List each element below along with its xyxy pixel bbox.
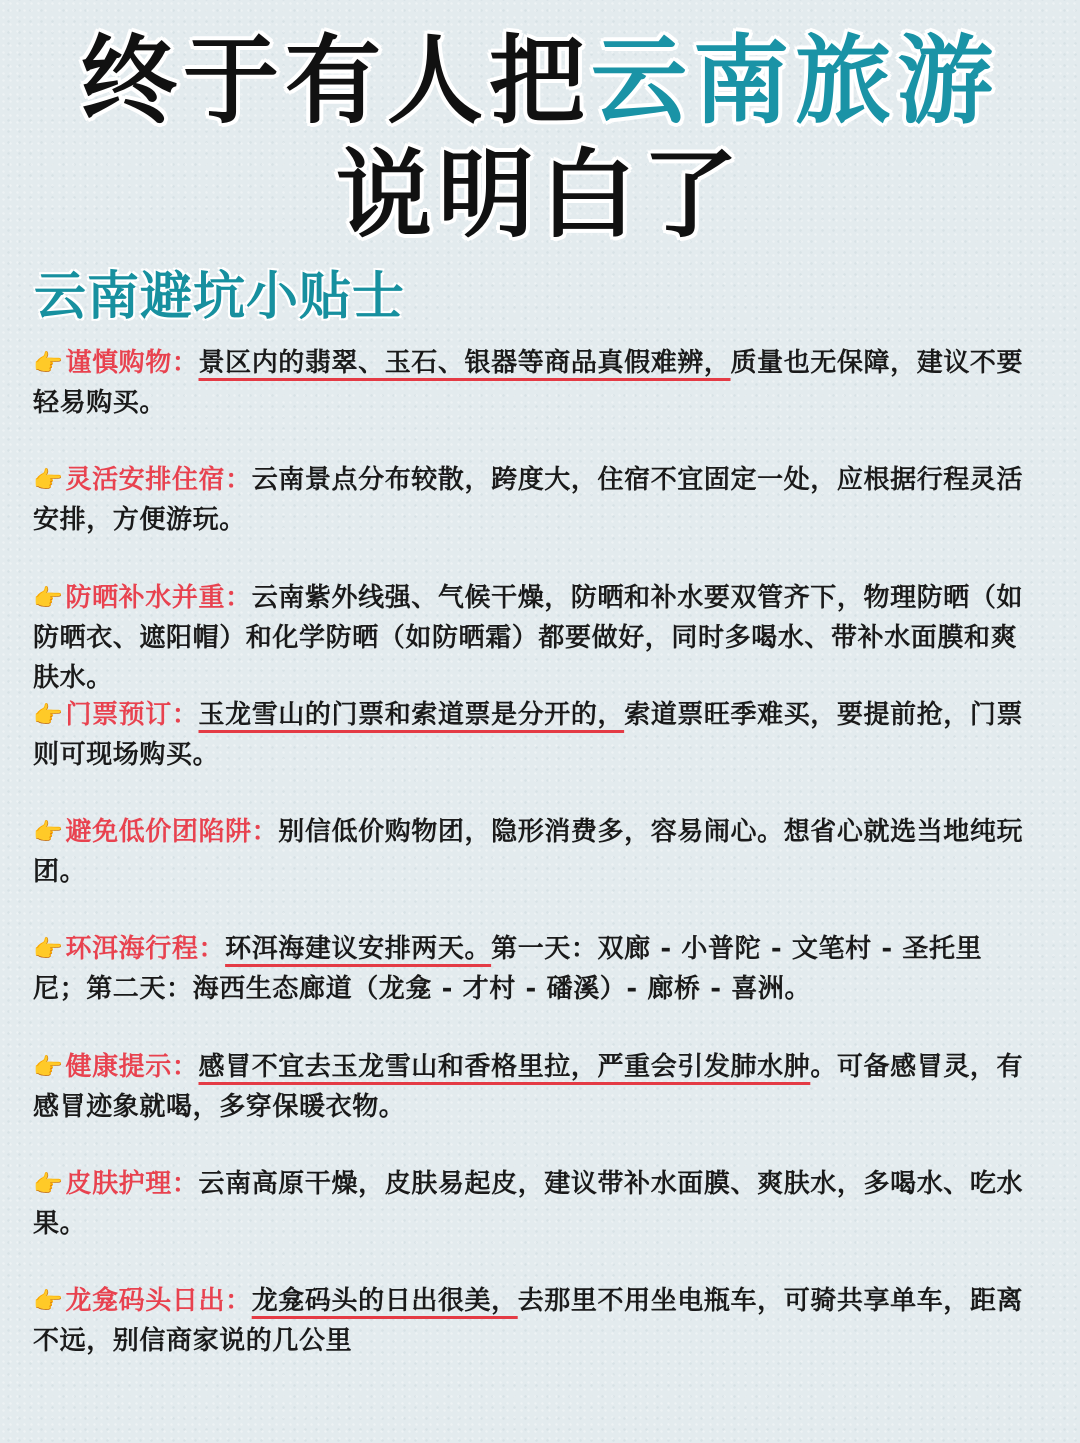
tip-label: 灵活安排住宿： <box>65 465 252 496</box>
tip-underlined-text: 玉龙雪山的门票和索道票是分开的， <box>198 699 625 730</box>
tip-item <box>33 1164 1028 1281</box>
pointing-hand-icon: 👉 <box>33 583 64 612</box>
tip-label: 门票预订： <box>65 699 199 730</box>
pointing-hand-icon: 👉 <box>33 935 64 964</box>
tip-text: 云南景点分布较散，跨度大，住宿不宜固定一处，应根据行程灵活安排，方便游玩。 <box>33 465 1024 536</box>
tip-item <box>33 929 1028 1046</box>
tip-text: 云南高原干燥，皮肤易起皮，建议带补水面膜、爽肤水，多喝水、吃水果。 <box>33 1169 1024 1240</box>
tip-label: 谨慎购物： <box>65 348 199 378</box>
tip-label: 环洱海行程： <box>65 934 226 965</box>
tip-text: 质量也无保障，建议不要轻易购买。 <box>33 348 1024 418</box>
tip-text: 别信低价购物团，隐形消费多，容易闹心。想省心就选当地纯玩团。 <box>33 817 1024 888</box>
pointing-hand-icon: 👉 <box>33 349 64 377</box>
tip-text: 。可备感冒灵，有感冒迹象就喝，多穿保暖衣物。 <box>33 1051 1024 1122</box>
tip-underlined-text: 龙龛码头的日出很美， <box>251 1286 518 1317</box>
page-title-line-1 <box>0 26 1080 136</box>
title-plain: 终于有人把 <box>81 25 591 137</box>
pointing-hand-icon: 👉 <box>33 818 64 847</box>
tip-label: 皮肤护理： <box>65 1169 199 1200</box>
pointing-hand-icon: 👉 <box>33 1170 64 1199</box>
tip-label: 龙龛码头日出： <box>65 1286 252 1317</box>
pointing-hand-icon: 👉 <box>33 1287 64 1316</box>
title-accent: 云南旅游 <box>591 25 999 137</box>
tip-label: 健康提示： <box>65 1051 199 1082</box>
tip-text: 去那里不用坐电瓶车，可骑共享单车，距离不远，别信商家说的几公里 <box>33 1286 1024 1357</box>
tip-item <box>33 578 1028 695</box>
tip-label: 避免低价团陷阱： <box>65 817 279 848</box>
tip-text: 第一天：双廊 - 小普陀 - 文笔村 - 圣托里尼；第二天：海西生态廊道（龙龛 - 才村 - 磻溪）- 廊桥 - 喜洲。 <box>33 934 983 1005</box>
tip-item <box>33 343 1028 460</box>
tip-underlined-text: 景区内的翡翠、玉石、银器等商品真假难辨， <box>198 348 731 378</box>
page-title-line-2: 说明白了 <box>336 139 744 251</box>
tip-text: 云南紫外线强、气候干燥，防晒和补水要双管齐下，物理防晒（如防晒衣、遮阳帽）和化学防晒（如防晒霜）都要做好，同时多喝水、带补水面膜和爽肤水。 <box>33 582 1024 693</box>
tip-item <box>33 1047 1028 1164</box>
tip-item <box>33 460 1028 577</box>
tip-underlined-text: 感冒不宜去玉龙雪山和香格里拉，严重会引发肺水肿 <box>198 1051 811 1082</box>
section-subtitle: 云南避坑小贴士 <box>34 267 406 327</box>
tip-text: 索道票旺季难买，要提前抢，门票则可现场购买。 <box>33 699 1024 770</box>
pointing-hand-icon: 👉 <box>33 466 64 495</box>
tip-label: 防晒补水并重： <box>65 582 252 613</box>
tips-list <box>33 343 1028 1399</box>
tip-item <box>33 1281 1028 1398</box>
pointing-hand-icon: 👉 <box>33 1052 64 1081</box>
tip-item <box>33 695 1028 812</box>
pointing-hand-icon: 👉 <box>33 700 64 729</box>
tip-underlined-text: 环洱海建议安排两天。 <box>225 934 492 965</box>
tip-item <box>33 812 1028 929</box>
